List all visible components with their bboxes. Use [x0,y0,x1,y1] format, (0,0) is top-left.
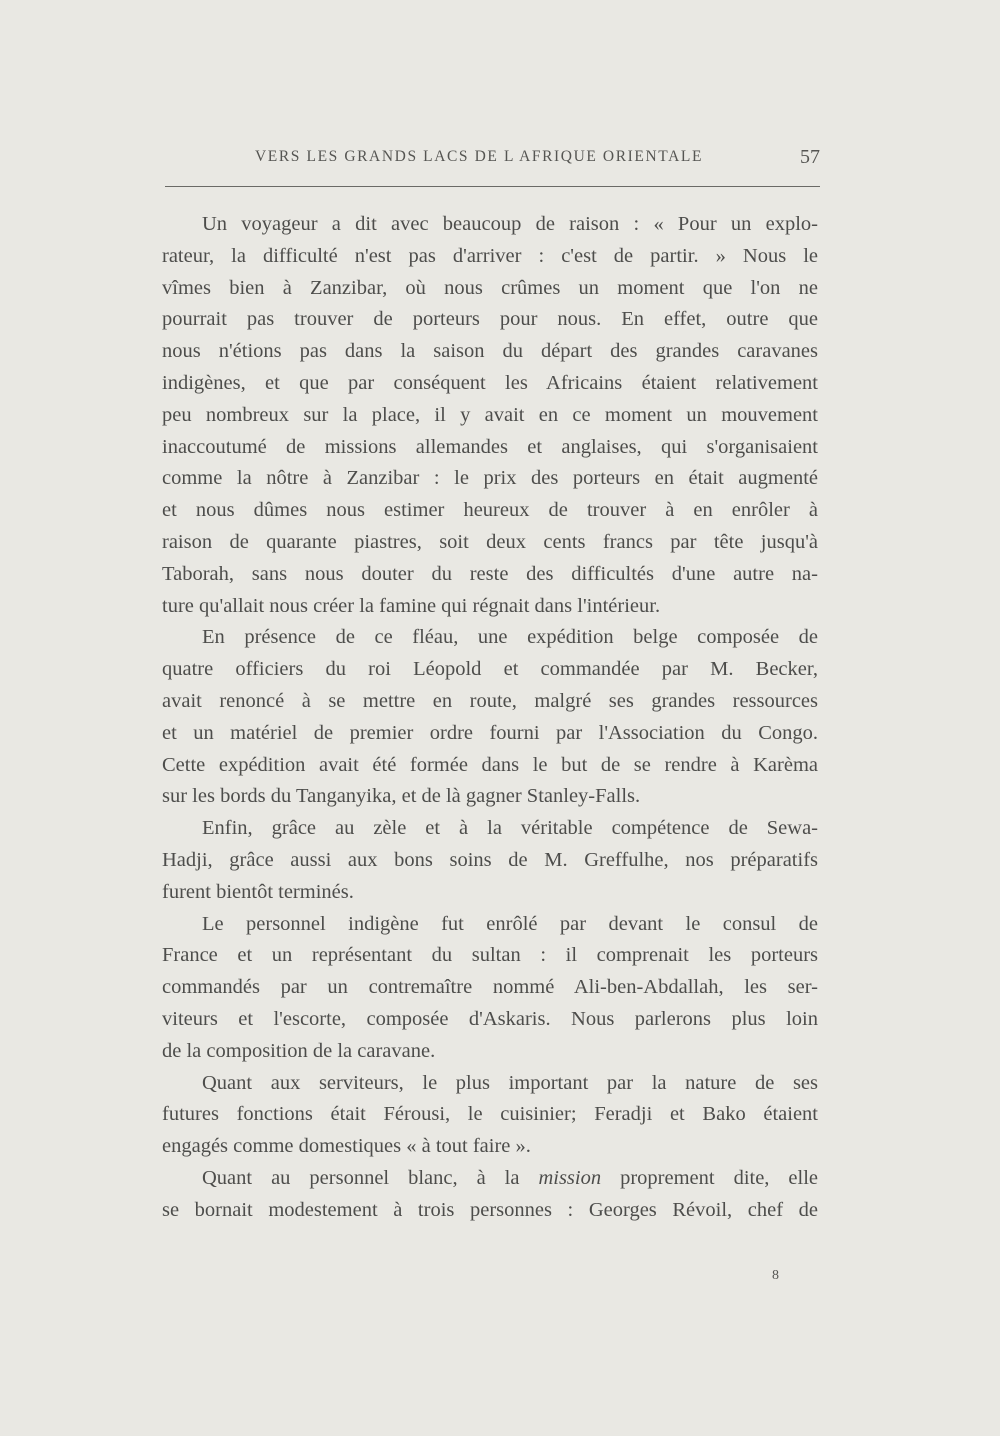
text-line: furent bientôt terminés. [162,880,354,903]
text-line: France et un représentant du sultan : il comprenait les porteurs [162,944,818,967]
text-line: pourrait pas trouver de porteurs pour nous. En effet, outre que [162,308,818,331]
text-line: nous n'étions pas dans la saison du départ des grandes caravanes [162,340,818,363]
text-line: En présence de ce fléau, une expédition belge composée de [202,626,818,649]
text-line: et nous dûmes nous estimer heureux de trouver à en enrôler à [162,499,818,522]
body-text [162,209,818,1227]
page-number: 57 [800,146,820,168]
text-line: et un matériel de premier ordre fourni par l'Association du Congo. [162,721,818,744]
text-line: vîmes bien à Zanzibar, où nous crûmes un moment que l'on ne [162,276,818,299]
text-line: commandés par un contremaître nommé Ali-ben-Abdallah, les ser- [162,976,818,999]
text-line: sur les bords du Tanganyika, et de là gagner Stanley-Falls. [162,785,641,808]
text-line: comme la nôtre à Zanzibar : le prix des porteurs en était augmenté [162,467,818,490]
text-line: raison de quarante piastres, soit deux cents francs par tête jusqu'à [162,530,818,553]
text-line: se bornait modestement à trois personnes : Georges Révoil, chef de [162,1198,818,1221]
italic-word: mission [538,1166,602,1189]
text-line: indigènes, et que par conséquent les Africains étaient relativement [162,371,818,394]
text-segment: Quant au personnel blanc, à la [202,1166,520,1189]
text-line: ture qu'allait nous créer la famine qui régnait dans l'intérieur. [162,594,661,617]
text-line: Enfin, grâce au zèle et à la véritable compétence de Sewa- [202,817,818,840]
text-line: quatre officiers du roi Léopold et commandée par M. Becker, [162,658,818,681]
text-line: Quant aux serviteurs, le plus important par la nature de ses [202,1071,818,1094]
signature-mark: 8 [772,1268,779,1283]
text-line: Cette expédition avait été formée dans le but de se rendre à Karèma [162,753,818,776]
text-line: inaccoutumé de missions allemandes et anglaises, qui s'organisaient [162,435,818,458]
text-line: avait renoncé à se mettre en route, malgré ses grandes ressources [162,689,818,712]
running-head [160,148,820,170]
text-line-with-italic [162,1163,818,1195]
text-line: Un voyageur a dit avec beaucoup de raison : « Pour un explo- [202,213,818,235]
text-line: peu nombreux sur la place, il y avait en ce moment un mouvement [162,403,818,426]
text-line: Taborah, sans nous douter du reste des difficultés d'une autre na- [162,562,818,585]
header-rule [165,186,820,187]
text-line: Hadji, grâce aussi aux bons soins de M. Greffulhe, nos préparatifs [162,848,818,871]
text-line: de la composition de la caravane. [162,1039,436,1062]
text-line: rateur, la difficulté n'est pas d'arriver : c'est de partir. » Nous le [162,244,818,267]
text-line: viteurs et l'escorte, composée d'Askaris. Nous parlerons plus loin [162,1007,818,1030]
text-line: futures fonctions était Férousi, le cuisinier; Feradji et Bako étaient [162,1103,818,1126]
running-title: VERS LES GRANDS LACS DE L AFRIQUE ORIENTALE [255,148,704,165]
text-segment: proprement dite, elle [620,1166,818,1189]
text-line: Le personnel indigène fut enrôlé par devant le consul de [202,912,818,935]
text-line: engagés comme domestiques « à tout faire ». [162,1135,531,1158]
